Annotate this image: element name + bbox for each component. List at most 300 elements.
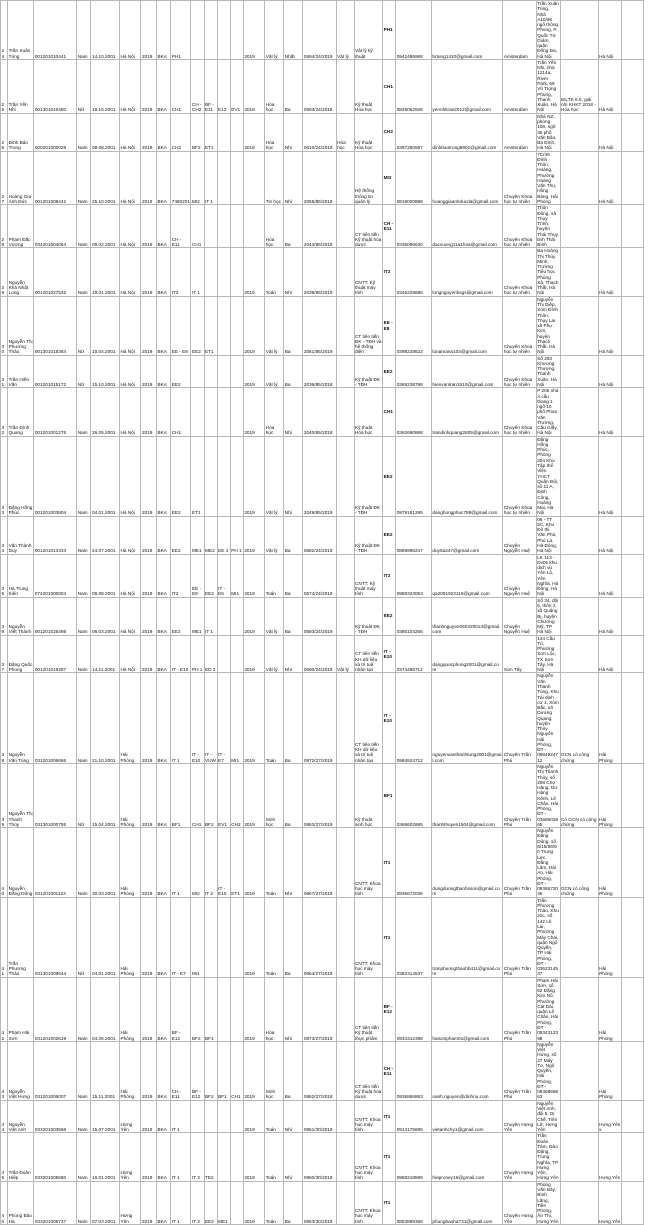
cell-name[interactable]: Trần Yến Nhi [8, 59, 34, 113]
cell-dob[interactable]: 04.01.2001 [91, 436, 120, 516]
cell-y[interactable]: 2019 [243, 673, 264, 764]
cell-stt[interactable]: 37 [1, 635, 8, 673]
cell-phone[interactable]: 0362690868 [396, 388, 432, 436]
cell-lang[interactable] [560, 597, 598, 635]
cell-phone[interactable]: 0988323063 [396, 554, 432, 597]
cell-id[interactable]: 001201013333 [34, 516, 77, 554]
cell-id[interactable]: 074201000004 [34, 554, 77, 597]
cell-id[interactable]: 001201008442 [34, 151, 77, 205]
cell-code[interactable]: EE2 [171, 436, 191, 516]
cell-city[interactable]: Hà Nội [598, 597, 622, 635]
cell-y[interactable]: 2018 [243, 113, 264, 151]
cell-name[interactable]: Nguyễn Văn Tùng [8, 673, 34, 764]
cell-w2[interactable] [204, 205, 217, 248]
cell-place[interactable]: Hà Nội [120, 388, 141, 436]
cell-lang[interactable]: Có GCN có công chứng [560, 764, 598, 828]
cell-phone[interactable]: 0374485712 [396, 635, 432, 673]
cell-lang[interactable] [560, 516, 598, 554]
cell-phone[interactable]: 0936672036 [396, 828, 432, 897]
cell-sub2[interactable]: Ba [284, 1181, 303, 1224]
cell-w3[interactable] [217, 113, 230, 151]
cell-phone[interactable]: 0335096630 [396, 205, 432, 248]
cell-stt[interactable]: 28 [1, 205, 8, 248]
cell-stt[interactable]: 30 [1, 296, 8, 355]
cell-school2[interactable]: Chuyên Trần Phú [503, 828, 536, 897]
cell-y[interactable]: 2019 [243, 516, 264, 554]
cell-id[interactable]: 001201027532 [34, 248, 77, 296]
cell-y[interactable]: 2019 [243, 1100, 264, 1133]
cell-w2[interactable] [204, 436, 217, 516]
cell-address[interactable]: Thôn Đông, xã Thụy Trình, huyện Thái Thụy, tỉnh Thái Bình [537, 205, 559, 248]
cell-lang[interactable]: GCN có công chứng [560, 673, 598, 764]
cell-mcode[interactable]: PH1 [383, 1, 396, 60]
cell-dob[interactable]: 26.05.2001 [91, 388, 120, 436]
cell-city[interactable]: Hà Nội [598, 635, 622, 673]
cell-email[interactable]: phungbaoha731@gmail.com [431, 1181, 502, 1224]
cell-id[interactable]: 001201019287 [34, 635, 77, 673]
cell-sub3[interactable] [336, 673, 354, 764]
cell-w3[interactable]: IT - E7 [217, 673, 230, 764]
cell-city[interactable]: Hải Phòng [598, 673, 622, 764]
cell-school2[interactable]: Sơn Tây [503, 635, 536, 673]
cell-school[interactable]: BKA [156, 764, 170, 828]
cell-w3[interactable] [217, 977, 230, 1041]
cell-lang[interactable] [560, 1100, 598, 1133]
cell-w2[interactable]: BF1 [204, 977, 217, 1041]
cell-school[interactable]: BKA [156, 248, 170, 296]
cell-id[interactable]: 031301008644 [34, 897, 77, 977]
cell-school2[interactable]: Chuyên Khoa học tự nhiên [503, 388, 536, 436]
cell-phone[interactable]: 0914175695 [396, 1100, 432, 1133]
cell-place[interactable]: Hải Phòng [120, 977, 141, 1041]
cell-dob[interactable]: 15.04.2001 [91, 764, 120, 828]
cell-phone[interactable]: 0819000888 [396, 151, 432, 205]
cell-city[interactable]: Hà Nội [598, 59, 622, 113]
cell-w3[interactable]: BF1 [217, 1041, 230, 1100]
cell-sub2[interactable]: Ba [284, 554, 303, 597]
cell-lang[interactable] [560, 248, 598, 296]
cell-w1[interactable]: MI2 [191, 151, 204, 205]
cell-year[interactable]: 2019 [141, 113, 156, 151]
cell-email[interactable]: hoanggiaanhducda@gmail.com [431, 151, 502, 205]
cell-major[interactable]: CT tiên tiến Kỹ thuật hóa dược [354, 1041, 383, 1100]
cell-year[interactable]: 2019 [141, 1133, 156, 1181]
cell-major[interactable]: CT tiên tiến ĐK - TĐH và hệ thống điện [354, 296, 383, 355]
cell-sub1[interactable]: Vật lý [265, 355, 284, 388]
cell-w4[interactable]: CH1 [230, 1041, 243, 1100]
cell-major[interactable]: Kỹ thuật ĐK - TĐH [354, 516, 383, 554]
cell-sub1[interactable]: Toán [265, 1100, 284, 1133]
cell-mcode[interactable]: EE2 [383, 355, 396, 388]
cell-w4[interactable]: EV1 [230, 59, 243, 113]
cell-major[interactable]: Kỹ thuật sinh học [354, 764, 383, 828]
cell-school[interactable]: BKA [156, 388, 170, 436]
cell-year[interactable]: 2019 [141, 673, 156, 764]
cell-y[interactable]: 2019 [243, 897, 264, 977]
cell-w3[interactable]: E12 [217, 59, 230, 113]
cell-w3[interactable]: EV1 [217, 764, 230, 828]
cell-y[interactable]: 2018 [243, 59, 264, 113]
cell-id[interactable]: 033201005737 [34, 1181, 77, 1224]
cell-mcode[interactable]: EE - E8 [383, 296, 396, 355]
cell-stt[interactable]: 43 [1, 1041, 8, 1100]
cell-address[interactable]: 144 Cầu Trì, Phường Sơn Lộc, TX Sơn Tây, Hà Nội [536, 635, 560, 673]
cell-major[interactable]: CNTT: Khoa học máy tính [354, 828, 383, 897]
cell-y[interactable]: 2019 [243, 248, 264, 296]
cell-address[interactable]: Nguyễn Thị Thanh Thủy, số 208 Chợ Hàng, Dư Hàng Kênh, Lê Chân, Hải Phòng, ĐT - 0368602865 [537, 764, 559, 827]
cell-lang[interactable] [560, 1041, 598, 1100]
cell-city[interactable]: Hưng Yên [598, 1181, 622, 1224]
cell-code[interactable]: IT 1 [171, 673, 191, 764]
cell-address[interactable]: Số 34, đội 6, thôn 2, xã Quảng Bị, huyện Chương Mỹ, TP Hà Nội [537, 597, 559, 635]
cell-sub1[interactable]: Hóa học [265, 113, 284, 151]
cell-id[interactable]: 034201004064 [34, 205, 77, 248]
cell-w1[interactable]: IT 1 [191, 248, 204, 296]
cell-address[interactable]: Nguyễn Thị Diệp, Xóm Đình Thôn, Thụy Lai xã Phụ Kim, huyện Thạch Thất, Hà Nội [537, 296, 559, 355]
cell-name[interactable]: Nguyễn Khả Nhật Long [8, 248, 34, 296]
cell-dob[interactable]: 19.01.2001 [91, 248, 120, 296]
cell-mcode[interactable]: CH - E11 [383, 1041, 396, 1100]
cell-major[interactable]: CT tiên tiến Kỹ thuật hóa dược [354, 205, 383, 248]
cell-name[interactable]: Nguyễn Đăng Dũng [8, 828, 34, 897]
cell-school2[interactable]: Chuyên Hưng Yên [503, 1100, 536, 1133]
cell-y[interactable]: 2019 [243, 977, 264, 1041]
cell-w4[interactable] [230, 1100, 243, 1133]
cell-w2[interactable]: BF2 [204, 1041, 217, 1100]
cell-sub1[interactable]: Tin học [265, 151, 284, 205]
cell-mcode[interactable]: CH1 [383, 59, 396, 113]
cell-place[interactable]: Hưng Yên [120, 1100, 141, 1133]
cell-place[interactable]: Hải Phòng [120, 764, 141, 828]
cell-lang[interactable] [560, 388, 598, 436]
cell-cert[interactable]: 2040/85/2018 [303, 388, 336, 436]
cell-w4[interactable] [230, 388, 243, 436]
cell-sub1[interactable]: Hóa học [265, 205, 284, 248]
cell-sub2[interactable]: Nhì [284, 151, 303, 205]
cell-empty[interactable] [622, 436, 643, 516]
cell-mcode[interactable]: CH2 [383, 113, 396, 151]
cell-email[interactable]: vietanhchy1@gmail.com [431, 1100, 502, 1133]
cell-place[interactable]: Hà Nội [120, 205, 141, 248]
cell-id[interactable]: 031201002619 [34, 977, 77, 1041]
cell-sub3[interactable] [336, 296, 354, 355]
cell-w4[interactable] [230, 113, 243, 151]
cell-mcode[interactable]: IT1 [383, 828, 396, 897]
cell-school2[interactable]: Chuyên Khoa học tự nhiên [503, 151, 536, 205]
cell-empty[interactable] [622, 113, 643, 151]
cell-cert[interactable]: 0862/27/2018 [303, 1041, 336, 1100]
cell-cert[interactable]: 0960/30/2018 [303, 1133, 336, 1181]
cell-gender[interactable]: Nam [77, 248, 91, 296]
cell-w4[interactable] [230, 205, 243, 248]
cell-cert[interactable]: 0590/24/2019 [303, 635, 336, 673]
cell-city[interactable]: Hà Nội [598, 113, 622, 151]
cell-city[interactable]: Hải Phòng [598, 897, 622, 977]
cell-place[interactable]: Hà Nội [120, 597, 141, 635]
cell-email[interactable]: hienvantran1510@gmail.com [431, 355, 502, 388]
cell-w2[interactable]: ET1 [204, 296, 217, 355]
cell-dob[interactable]: 30.03.2001 [91, 828, 120, 897]
cell-year[interactable]: 2019 [141, 977, 156, 1041]
cell-id[interactable]: 001201003804 [34, 436, 77, 516]
cell-gender[interactable]: Nam [77, 597, 91, 635]
cell-code[interactable]: IT - E7 [171, 897, 191, 977]
cell-empty[interactable] [622, 977, 643, 1041]
cell-school[interactable]: BKA [156, 113, 170, 151]
cell-code[interactable]: IT 1 [171, 1100, 191, 1133]
cell-stt[interactable]: 40 [1, 828, 8, 897]
cell-place[interactable]: Hà Nội [120, 554, 141, 597]
cell-cert[interactable]: 0593/24/2019 [303, 597, 336, 635]
cell-w3[interactable]: IT - E10 [217, 828, 230, 897]
cell-school[interactable]: BKA [156, 1181, 170, 1224]
cell-address[interactable]: Nguyễn Việt Hưng, số 27 Máy Tơ, Ngô Quyền, Hải Phòng, ĐT - 0936866863 [537, 1041, 559, 1100]
cell-w4[interactable] [230, 977, 243, 1041]
cell-stt[interactable]: 36 [1, 597, 8, 635]
cell-y[interactable]: 2019 [243, 1133, 264, 1181]
cell-cert[interactable]: 0593/24/2018 [303, 59, 336, 113]
cell-major[interactable]: CT tiên tiến KH dữ liệu và trí tuệ nhân tạo [354, 635, 383, 673]
cell-lang[interactable] [560, 1181, 598, 1224]
cell-address[interactable]: LK 113 - Dv05 khu dịch vụ Yên Lộ, Yên Nghĩa, Hà Đông, Hà Nội [537, 554, 559, 597]
cell-phone[interactable]: 0984924712 [396, 673, 432, 764]
cell-sub2[interactable]: Ba [284, 673, 303, 764]
cell-major[interactable]: Hệ thống thông tin quản lý [354, 151, 383, 205]
cell-school2[interactable]: Chuyên Nguyễn Huệ [503, 516, 536, 554]
cell-sub2[interactable]: Ba [284, 296, 303, 355]
cell-code[interactable]: IT2 [171, 554, 191, 597]
cell-w4[interactable] [230, 897, 243, 977]
cell-lang[interactable] [560, 296, 598, 355]
cell-sub2[interactable]: Nhì [284, 635, 303, 673]
cell-stt[interactable]: 24 [1, 1, 8, 60]
cell-email[interactable]: dacvuong11a1hoa@gmail.com [431, 205, 502, 248]
cell-w4[interactable] [230, 436, 243, 516]
cell-city[interactable]: Hưng Yên [598, 1133, 622, 1181]
cell-address[interactable]: Số 283 Khương Thượng, Thanh Xuân, Hà Nội [536, 355, 560, 388]
cell-dob[interactable]: 08.08.2001 [91, 113, 120, 151]
cell-email[interactable]: nguyenvanthanhtung2001@gmail.com [431, 673, 502, 764]
cell-phone[interactable]: 0853888369 [396, 1181, 432, 1224]
cell-sub1[interactable]: Vật lý [265, 296, 284, 355]
cell-empty[interactable] [622, 59, 643, 113]
cell-year[interactable]: 2019 [141, 205, 156, 248]
cell-w3[interactable] [217, 1133, 230, 1181]
cell-stt[interactable]: 41 [1, 897, 8, 977]
cell-w1[interactable] [191, 388, 204, 436]
cell-lang[interactable] [560, 205, 598, 248]
cell-code[interactable]: IT 1 [171, 828, 191, 897]
cell-city[interactable]: Hải Phòng [598, 828, 622, 897]
cell-code[interactable]: CH2 [171, 113, 191, 151]
cell-w4[interactable]: PH 1 [230, 516, 243, 554]
cell-school2[interactable]: Chuyên Hưng Yên [503, 1133, 536, 1181]
cell-mcode[interactable]: IT1 [383, 1100, 396, 1133]
cell-mcode[interactable]: MI2 [383, 151, 396, 205]
cell-email[interactable]: oanh.nguyen@dinhnu.com [431, 1041, 502, 1100]
cell-name[interactable]: Nguyễn Thị Thanh Thủy [8, 764, 34, 828]
cell-major[interactable]: Kỹ thuật ĐK - TĐH [354, 597, 383, 635]
cell-sub1[interactable]: Toán [265, 1181, 284, 1224]
cell-empty[interactable] [622, 673, 643, 764]
cell-lang[interactable] [560, 355, 598, 388]
cell-email[interactable]: duy5a247@gmail.com [431, 516, 502, 554]
cell-email[interactable]: thanhthuyen1504@gmail.com [431, 764, 502, 828]
cell-w2[interactable]: ME2 [204, 516, 217, 554]
cell-code[interactable]: IT2 [171, 248, 191, 296]
cell-id[interactable]: 001201025498 [34, 597, 77, 635]
cell-city[interactable]: Hà Nội [598, 1, 622, 60]
cell-school[interactable]: BKA [156, 977, 170, 1041]
cell-dob[interactable]: 19.10.2001 [91, 59, 120, 113]
cell-stt[interactable]: 38 [1, 673, 8, 764]
cell-place[interactable]: Hà Nội [120, 516, 141, 554]
cell-address[interactable]: Nguyễn Đăng Dũng, số 8/15/56/90 Trung Lực, Đằng Lâm, Hải An, Hải Phòng, ĐT - 0936672036 [537, 828, 559, 897]
cell-w3[interactable]: IT - E6 [217, 554, 230, 597]
cell-gender[interactable]: Nam [77, 1041, 91, 1100]
cell-city[interactable]: Hải Phòng [598, 1041, 622, 1100]
cell-empty[interactable] [622, 1, 643, 60]
cell-dob[interactable]: 15.10.2001 [91, 355, 120, 388]
cell-sub3[interactable] [336, 516, 354, 554]
cell-cert[interactable]: 0953/30/2019 [303, 1181, 336, 1224]
cell-stt[interactable]: 46 [1, 1181, 8, 1224]
cell-school[interactable]: BKA [156, 296, 170, 355]
cell-city[interactable]: Hà Nội [598, 388, 622, 436]
cell-school[interactable]: BKA [156, 635, 170, 673]
cell-sub2[interactable]: Nhì [284, 388, 303, 436]
cell-name[interactable]: Phùng Bảo Hà [8, 1181, 34, 1224]
cell-year[interactable]: 2019 [141, 151, 156, 205]
cell-place[interactable]: Hải Phòng [120, 828, 141, 897]
cell-email[interactable]: brtung1410@gmail.com [431, 1, 502, 60]
cell-w4[interactable] [230, 355, 243, 388]
cell-sub3[interactable] [336, 597, 354, 635]
cell-phone[interactable]: 0889996247 [396, 516, 432, 554]
cell-y[interactable]: 2019 [243, 828, 264, 897]
cell-major[interactable]: Vật lý kỹ thuật [354, 1, 383, 60]
cell-y[interactable]: 2019 [243, 388, 264, 436]
cell-id[interactable]: 000201000029 [34, 113, 77, 151]
cell-sub3[interactable]: Vật lý [336, 635, 354, 673]
cell-cert[interactable]: 2049/85/2019 [303, 436, 336, 516]
cell-w2[interactable]: ET1 [204, 113, 217, 151]
cell-sub2[interactable]: Ba [284, 355, 303, 388]
cell-w4[interactable] [230, 248, 243, 296]
cell-sub1[interactable]: Vật lý [265, 635, 284, 673]
cell-place[interactable]: Hà Nội [120, 436, 141, 516]
cell-id[interactable]: 033201003668 [34, 1100, 77, 1133]
cell-stt[interactable]: 31 [1, 355, 8, 388]
cell-mcode[interactable]: IT - E10 [383, 673, 396, 764]
cell-phone[interactable]: 0362314537 [396, 897, 432, 977]
cell-w3[interactable] [217, 897, 230, 977]
cell-year[interactable]: 2019 [141, 1041, 156, 1100]
cell-sub2[interactable]: Ba [284, 59, 303, 113]
cell-w1[interactable]: PH 1 [191, 635, 204, 673]
cell-address[interactable]: Trần Phương Thảo, Khu 22c, số 142 Lê Lai, Phường Máy Chai, quận Ngô Quyền, TP Hải Phòng, ĐT - 0362314537 [537, 897, 559, 977]
cell-sub3[interactable] [336, 977, 354, 1041]
cell-w4[interactable]: CH2 [230, 764, 243, 828]
cell-sub3[interactable] [336, 436, 354, 516]
cell-school[interactable]: BKA [156, 673, 170, 764]
cell-lang[interactable] [560, 977, 598, 1041]
cell-y[interactable]: 2019 [243, 355, 264, 388]
cell-stt[interactable]: 27 [1, 151, 8, 205]
cell-w3[interactable] [217, 388, 230, 436]
cell-w1[interactable]: CH1 [191, 205, 204, 248]
cell-sub1[interactable]: Toán [265, 828, 284, 897]
cell-email[interactable]: haisonpham01@gmail.com [431, 977, 502, 1041]
cell-sub2[interactable]: Nhì [284, 977, 303, 1041]
cell-sub3[interactable] [336, 828, 354, 897]
cell-gender[interactable]: Nam [77, 1133, 91, 1181]
cell-year[interactable]: 2019 [141, 436, 156, 516]
cell-dob[interactable]: 24.07.2001 [91, 516, 120, 554]
cell-w2[interactable]: ED 2 [204, 635, 217, 673]
cell-cert[interactable]: 2055/85/2018 [303, 151, 336, 205]
cell-dob[interactable]: 06.03.2001 [91, 597, 120, 635]
cell-id[interactable]: 001201010441 [34, 1, 77, 60]
cell-w2[interactable]: IT 2 [204, 828, 217, 897]
cell-sub2[interactable]: Nhì [284, 113, 303, 151]
cell-cert[interactable]: 0594/24/2019 [303, 1, 336, 60]
cell-w1[interactable]: MI1 [191, 897, 204, 977]
cell-school2[interactable]: Chuyên Khoa học tự nhiên [503, 296, 536, 355]
cell-w1[interactable] [191, 1, 204, 60]
cell-email[interactable]: trandinhquang2605@gmail.com [431, 388, 502, 436]
cell-major[interactable]: Kỹ thuật ĐK - TĐH [354, 355, 383, 388]
cell-id[interactable]: 001201001275 [34, 388, 77, 436]
cell-sub2[interactable]: Ba [284, 597, 303, 635]
cell-w1[interactable]: EE2 [191, 296, 204, 355]
cell-empty[interactable] [622, 1133, 643, 1181]
cell-year[interactable]: 2019 [141, 248, 156, 296]
cell-empty[interactable] [622, 1100, 643, 1133]
cell-dob[interactable]: 07.03.2001 [91, 1181, 120, 1224]
cell-y[interactable]: 2019 [243, 554, 264, 597]
cell-major[interactable]: Kỹ thuật Hóa học [354, 59, 383, 113]
cell-y[interactable] [243, 205, 264, 248]
cell-name[interactable]: Đặng Hồng Phúc [8, 436, 34, 516]
cell-address[interactable]: Nguyễn Văn Thanh Tùng, Khu Tái định cư 1, Xóm Bắc, xã Dương Quang, huyện Thủy Nguyên Hải Phòng, ĐT - 0984924712 [537, 673, 559, 763]
cell-w1[interactable]: BF - E12 [191, 1041, 204, 1100]
cell-place[interactable]: Hà Nội [120, 248, 141, 296]
cell-dob[interactable]: 10.04.2001 [91, 296, 120, 355]
cell-cert[interactable]: 0872/27/2019 [303, 673, 336, 764]
cell-email[interactable]: longnguyenhsgs@gmail.com [431, 248, 502, 296]
cell-major[interactable]: CNTT: Khoa học máy tính [354, 1181, 383, 1224]
cell-w3[interactable] [217, 1100, 230, 1133]
cell-major[interactable]: CNTT: Khoa học máy tính [354, 1100, 383, 1133]
cell-email[interactable]: qa2091923110@gmail.com [431, 554, 502, 597]
cell-empty[interactable] [622, 635, 643, 673]
cell-y[interactable] [243, 151, 264, 205]
cell-code[interactable]: EE2 [171, 597, 191, 635]
cell-stt[interactable]: 45 [1, 1133, 8, 1181]
cell-city[interactable]: Hà Nội [598, 355, 622, 388]
cell-w1[interactable] [191, 355, 204, 388]
cell-gender[interactable]: Nam [77, 516, 91, 554]
cell-w2[interactable]: TE2 [204, 1133, 217, 1181]
cell-empty[interactable] [622, 355, 643, 388]
cell-empty[interactable] [622, 828, 643, 897]
cell-address[interactable]: Trần Xuân Tùng, Nhà A10/66 ngõ thông Phong, P. Quốc Tử Giám, quận Đống Đa, Hà Nội [537, 1, 559, 59]
cell-stt[interactable]: 32 [1, 388, 8, 436]
cell-place[interactable]: Hải Phòng [120, 897, 141, 977]
cell-phone[interactable]: 0398228622 [396, 296, 432, 355]
cell-y[interactable]: 2019 [243, 1041, 264, 1100]
